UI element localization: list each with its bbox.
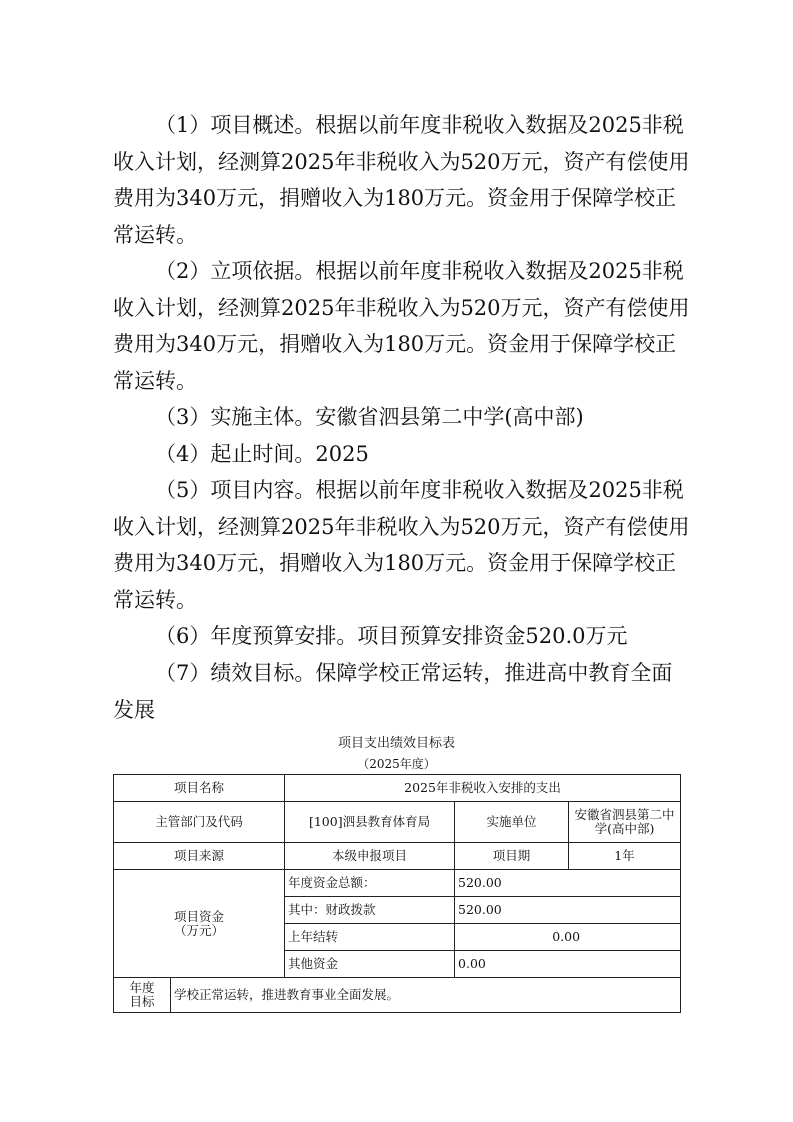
text-line: 常运转。 bbox=[113, 368, 197, 393]
paragraph-4 bbox=[113, 436, 683, 473]
table-row bbox=[114, 802, 681, 843]
text-line: 发展 bbox=[113, 697, 155, 722]
project-name-value: 2025年非税收入安排的支出 bbox=[285, 775, 681, 802]
text-line: （4）起止时间。2025 bbox=[155, 442, 369, 466]
goal-label: 年度 目标 bbox=[114, 978, 171, 1013]
text-line: 收入计划，经测算2025年非税收入为520万元，资产有偿使用 bbox=[113, 295, 690, 320]
text-line: 收入计划，经测算2025年非税收入为520万元，资产有偿使用 bbox=[113, 149, 690, 174]
text-line: （6）年度预算安排。项目预算安排资金520.0万元 bbox=[155, 624, 628, 648]
text-line: （5）项目内容。根据以前年度非税收入数据及2025非税 bbox=[155, 478, 684, 502]
dept-label: 主管部门及代码 bbox=[114, 802, 285, 843]
table-row bbox=[114, 775, 681, 802]
period-value: 1年 bbox=[569, 843, 681, 870]
funds-row-label: 其中：财政拨款 bbox=[285, 897, 455, 924]
unit-label: 实施单位 bbox=[455, 802, 569, 843]
text-line: （7）绩效目标。保障学校正常运转，推进高中教育全面 bbox=[155, 661, 673, 685]
funds-row-label: 其他资金 bbox=[285, 951, 455, 978]
paragraph-5 bbox=[113, 472, 690, 618]
text-line: 费用为340万元，捐赠收入为180万元。资金用于保障学校正 bbox=[113, 186, 677, 210]
funds-row-value: 0.00 bbox=[455, 951, 681, 978]
table-row bbox=[114, 978, 681, 1013]
paragraph-7 bbox=[113, 655, 683, 728]
funds-row-value: 520.00 bbox=[455, 870, 681, 897]
source-label: 项目来源 bbox=[114, 843, 285, 870]
table-row bbox=[114, 843, 681, 870]
text-line: 费用为340万元，捐赠收入为180万元。资金用于保障学校正 bbox=[113, 551, 677, 575]
funds-row-label: 年度资金总额： bbox=[285, 870, 455, 897]
funds-row-value: 520.00 bbox=[455, 897, 681, 924]
dept-value: [100]泗县教育体育局 bbox=[285, 802, 455, 843]
goal-value: 学校正常运转，推进教育事业全面发展。 bbox=[171, 978, 681, 1013]
text-line: 常运转。 bbox=[113, 587, 197, 612]
text-line: （1）项目概述。根据以前年度非税收入数据及2025非税 bbox=[155, 113, 684, 137]
text-line: （3）实施主体。安徽省泗县第二中学(高中部) bbox=[155, 405, 584, 429]
paragraph-1 bbox=[113, 107, 690, 253]
table-row bbox=[114, 870, 681, 897]
paragraph-2 bbox=[113, 253, 690, 399]
funds-label: 项目资金 （万元） bbox=[114, 870, 285, 978]
text-line: （2）立项依据。根据以前年度非税收入数据及2025非税 bbox=[155, 259, 684, 283]
text-line: 费用为340万元，捐赠收入为180万元。资金用于保障学校正 bbox=[113, 332, 677, 356]
funds-row-value: 0.00 bbox=[455, 924, 681, 951]
funds-row-label: 上年结转 bbox=[285, 924, 455, 951]
text-line: 常运转。 bbox=[113, 222, 197, 247]
text-line: 收入计划，经测算2025年非税收入为520万元，资产有偿使用 bbox=[113, 514, 690, 539]
table-title: 项目支出绩效目标表 bbox=[337, 736, 455, 751]
source-value: 本级申报项目 bbox=[285, 843, 455, 870]
unit-value: 安徽省泗县第二中学(高中部) bbox=[569, 802, 681, 843]
performance-target-table bbox=[113, 774, 681, 1013]
project-name-label: 项目名称 bbox=[114, 775, 285, 802]
period-label: 项目期 bbox=[455, 843, 569, 870]
table-subtitle: （2025年度） bbox=[357, 757, 436, 771]
paragraph-6 bbox=[113, 618, 683, 655]
paragraph-3 bbox=[113, 399, 683, 436]
